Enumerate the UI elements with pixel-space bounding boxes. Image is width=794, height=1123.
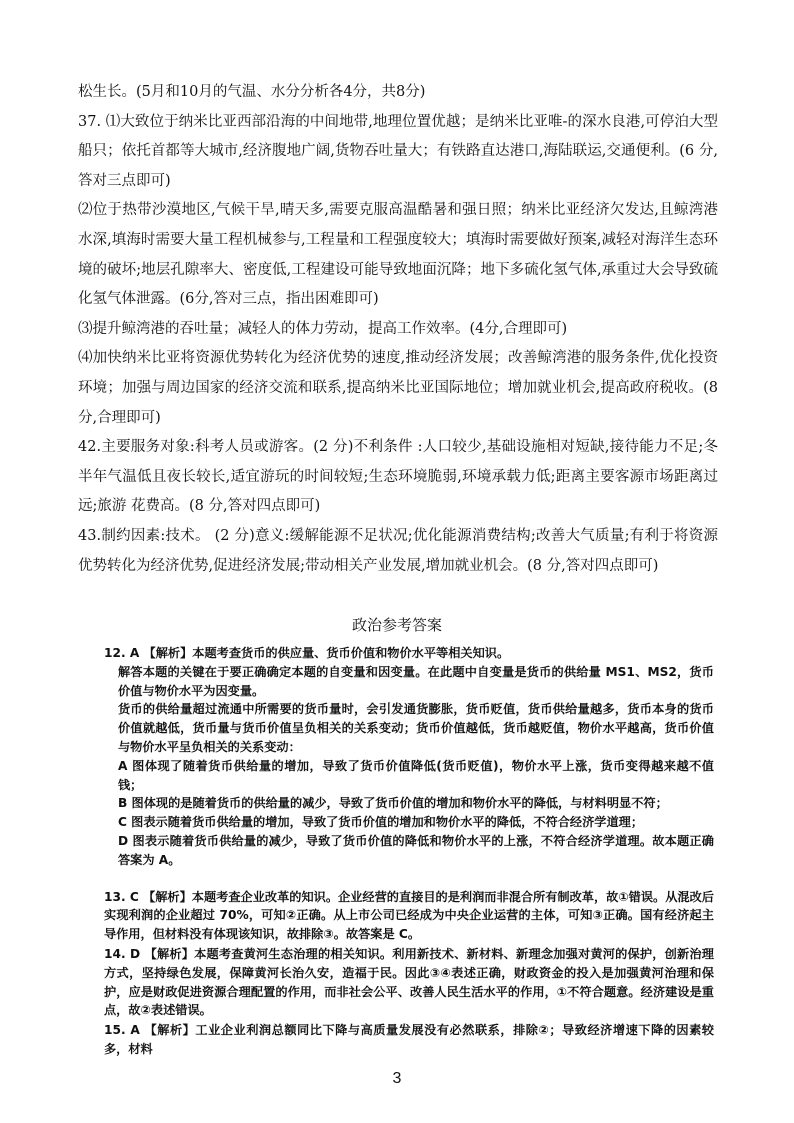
- politics-answers: [104, 644, 714, 1059]
- page-number: 3: [392, 1070, 402, 1087]
- q15-answer: 15. A 【解析】工业企业利润总额同比下降与高质量发展没有必然联系，排除②；导致经济增速下降的因素较多，材料: [104, 1023, 714, 1056]
- q43-answer: 43.制约因素:技术。 (2 分)意义:缓解能源不足状况;优化能源消费结构;改善大气质量;有利于将资源优势转化为经济优势,促进经济发展;带动相关产业发展,增加就业机会。(8 分,答对四点即可): [78, 527, 718, 574]
- q12-head: 12. A 【解析】本题考查货币的供应量、货币价值和物价水平等相关知识。: [104, 646, 510, 660]
- q37-part1: 37. ⑴大致位于纳米比亚西部沿海的中间地带,地理位置优越；是纳米比亚唯-的深水良港,可停泊大型船只；依托首都等大城市,经济腹地广阔,货物吞吐量大；有铁路直达港口,海陆联运,交通便利。(6 分,答对三点即可): [78, 113, 718, 189]
- q12-option-c: C 图表示随着货币供给量的增加，导致了货币价值的增加和物价水平的降低，不符合经济学道理；: [118, 815, 644, 830]
- q12-option-d: D 图表示随着货币供给量的减少，导致了货币价值的降低和物价水平的上涨，不符合经济学道理。故本题正确答案为 A。: [118, 833, 714, 867]
- q37-part2: ⑵位于热带沙漠地区,气候干旱,晴天多,需要克服高温酷暑和强日照；纳米比亚经济欠发达,且鲸湾港水深,填海时需要大量工程机械参与,工程量和工程强度较大；填海时需要做好预案,减轻对海洋生态环境的破坏;地层孔隙率大、密度低,工程建设可能导致地面沉降；地下多硫化氢气体,承重过大会导致硫化氢气体泄露。(6分,答对三点，指出困难即可): [78, 202, 718, 308]
- q37-part3: ⑶提升鲸湾港的吞吐量；减轻人的体力劳动，提高工作效率。(4分,合理即可): [78, 320, 568, 337]
- q42-answer: 42.主要服务对象:科考人员或游客。(2 分)不利条件 :人口较少,基础设施相对短缺,接待能力不足;冬半年气温低且夜长较长,适宜游玩的时间较短;生态环境脆弱,环境承载力低;距离主要客源市场距离过远;旅游 花费高。(8 分,答对四点即可): [78, 439, 718, 515]
- geography-answers: [78, 78, 718, 581]
- q37-part4: ⑷加快纳米比亚将资源优势转化为经济优势的速度,推动经济发展；改善鲸湾港的服务条件,优化投资环境；加强与周边国家的经济交流和联系,提高纳米比亚国际地位；增加就业机会,提高政府税收。(8 分,合理即可): [78, 350, 718, 426]
- q13-answer: 13. C 【解析】本题考查企业改革的知识。企业经营的直接目的是利润而非混合所有制改革，故①错误。从混改后实现利润的企业超过 70%，可知②正确。从上市公司已经成为中央企业运营的主体，可知③正确。国有经济起主导作用，但材料没有体现该知识，故排除③。故答案是 C。: [104, 889, 714, 942]
- q12-line1: 解答本题的关键在于要正确确定本题的自变量和因变量。在此题中自变量是货币的供给量 MS1、MS2，货币价值与物价水平为因变量。: [118, 664, 714, 698]
- politics-heading: 政治参考答案: [351, 616, 442, 634]
- q14-answer: 14. D 【解析】本题考查黄河生态治理的相关知识。利用新技术、新材料、新理念加强对黄河的保护，创新治理方式，坚持绿色发展，保障黄河长治久安，造福于民。因此③④表述正确，财政资金的投入是加强黄河治理和保护，应是财政促进资源合理配置的作用，而非社会公平、改善人民生活水平的作用，①不符合题意。经济建设是重点，故②表述错误。: [104, 946, 714, 1018]
- q12-line2: 货币的供给量超过流通中所需要的货币量时，会引发通货膨胀，货币贬值，货币供给量越多，货币本身的货币价值就越低，货币量与货币价值呈负相关的关系变动；货币价值越低，货币越贬值，物价水平越高，货币价值与物价水平呈负相关的关系变动：: [118, 702, 714, 754]
- q12-option-b: B 图体现的是随着货币的供给量的减少，导致了货币价值的增加和物价水平的降低，与材料明显不符；: [118, 796, 668, 811]
- q12-option-a: A 图体现了随着货币供给量的增加，导致了货币价值降低(货币贬值)，物价水平上涨，货币变得越来越不值钱；: [118, 758, 714, 792]
- q36-tail: 松生长。(5月和10月的气温、水分分析各4分，共8分): [78, 84, 426, 100]
